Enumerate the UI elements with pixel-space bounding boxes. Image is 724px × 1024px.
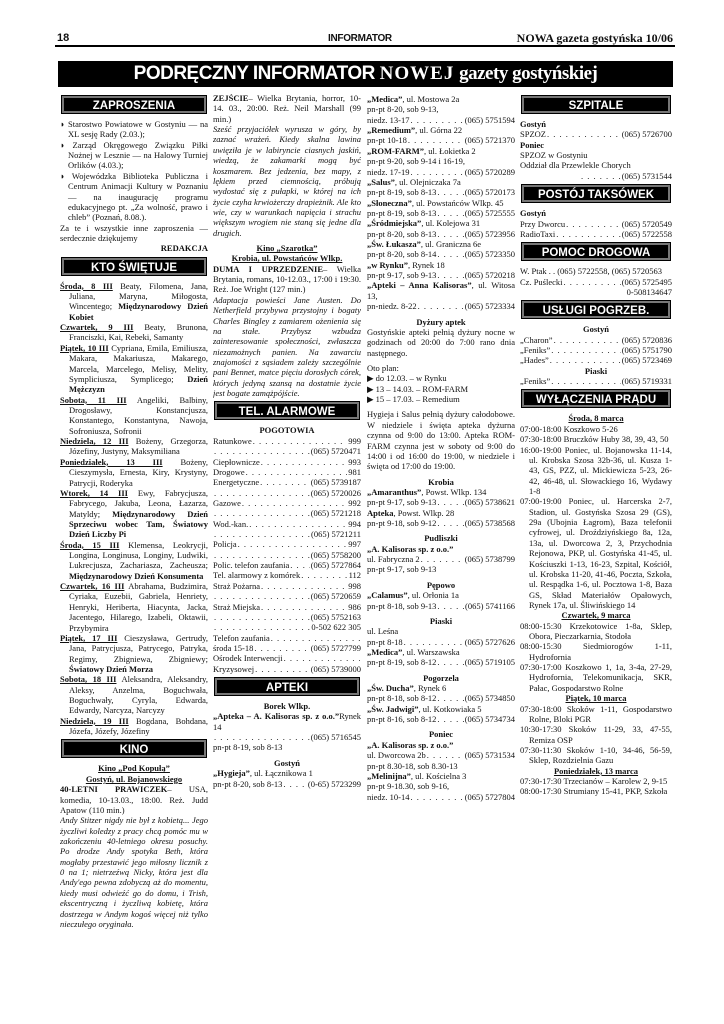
alarm-phone bbox=[213, 653, 361, 663]
pharmacy-hours: pn-pt 8-19, sob 8-13 bbox=[367, 207, 437, 218]
film-description: Adaptacja powieści Jane Austen. Do Netherfield przybywa przystojny i bogaty Charles Bingley z zamiarem ożenienia się na stałe. Przybysz wzbudza zainteresowanie społeczności, zwłaszcza niezamożnych panien. Na zawarciu znajomości z sąsiadem zależy szczególnie pani Bennet, matce pięciu dorosłych córek, których jedyną szansą na dostatnie życie jest bogate zamążpójście. bbox=[213, 294, 361, 399]
column-4 bbox=[520, 94, 672, 797]
alarm-phone bbox=[213, 488, 361, 498]
alarm-phone bbox=[213, 581, 361, 591]
pharmacy-hours: pn-pt 8-20, sob 9-13, bbox=[367, 104, 439, 115]
alarm-phone-label: Telefon zaufania bbox=[213, 632, 270, 643]
hospital-name: SPZOZ w Gostyniu bbox=[520, 150, 588, 161]
pharmacy-phone: pn-pt 8-18, sob 8-12 . . . (065) 5734850 bbox=[367, 693, 515, 703]
hospital-phone: . . . (065) 5731544 bbox=[520, 171, 672, 181]
pharmacy-hours: pn-pt 10-18 bbox=[367, 135, 407, 146]
pogrzeb-heading: USŁUGI POGRZEB. bbox=[522, 301, 670, 318]
pharmacy-entry bbox=[367, 280, 515, 301]
pharmacy-hours: pn-pt 9-17, sob 9-13 bbox=[367, 564, 437, 575]
pharmacy-tel: (065) 5723350 bbox=[464, 249, 515, 260]
alarm-phone-label: Straż Pożarna bbox=[213, 580, 260, 591]
town-name: Gostyń bbox=[583, 324, 609, 335]
town-name: Piaski bbox=[584, 365, 608, 376]
town-name: Borek Wlkp. bbox=[263, 701, 311, 712]
kto-swietuje-heading: KTO ŚWIĘTUJE bbox=[62, 258, 206, 275]
film-description: Andy Stitzer nigdy nie był z kobietą... Jego życzliwi koledzy z pracy chcą pomóc mu w zakończeniu 40-letniego okresu posuchy. Po drodze Andy spotyka Beth, która mogłaby przestawić jego miłosny licznik z 0 na 1; nietrzeźwą Nicky, która jest dla Andy'ego pewna zdobyczą aż do momentu, kiedy musi odwieźć go do domu, i Trish, ekscentryczną i życzliwą kobietę, która dostrzega w Andym kogoś więcej niż tylko nieczułego oryginała. bbox=[60, 815, 208, 929]
pharmacy-hours: pn-pt 9-17, sob 9-13 bbox=[367, 270, 437, 281]
nameday-entry: Czwartek, 9 III Beaty, Brunona, Franciszki, Kai, Rebeki, Samanty bbox=[60, 322, 208, 343]
nameday-entry: Wtorek, 14 III Ewy, Fabrycjusza, Fabrycego, Jakuba, Leona, Łazarza, Matyldy; Międzynarodowy Dzień Sprzeciwu wobec Tam, Światowy Dzień Liczby Pi bbox=[60, 487, 208, 540]
alarm-phone-value: (065) 5720659 bbox=[310, 591, 361, 602]
funeral-phone bbox=[520, 355, 672, 365]
pharmacy-address: , ul. Górna 22 bbox=[415, 125, 463, 136]
alarm-phone-value: 112 bbox=[348, 570, 361, 581]
pharmacy-entry: „Amaranthus”, Powst. Wlkp. 134 bbox=[367, 486, 487, 497]
pharmacy-address: , ul. Olejniczaka 7a bbox=[394, 176, 461, 187]
alarm-phone-label: Gazowe bbox=[213, 497, 241, 508]
funeral-phone bbox=[520, 376, 672, 386]
town-name: Pępowo bbox=[426, 579, 456, 590]
taxi-phone-value: (065) 5722558 bbox=[621, 228, 672, 239]
town-name: Gostyń bbox=[520, 208, 546, 219]
taxi-phone-label: RadioTaxi bbox=[520, 228, 556, 239]
nameday-entry: Sobota, 18 III Aleksandra, Aleksandry, Aleksy, Anzelma, Boguchwała, Boguchwały, Cyryla, Edwarda, Edwardy, Narcyza, Narcyzy bbox=[60, 674, 208, 716]
pharmacy-entry bbox=[367, 125, 515, 135]
alarm-phone-value: 998 bbox=[348, 580, 361, 591]
outage-day: Środa, 8 marca bbox=[568, 413, 624, 424]
duty-item: ▶ 15 – 17.03. – Remedium bbox=[367, 394, 460, 405]
pharmacy-phone: pn-pt 8-20, sob 8-13 . . . (0-65) 5723299 bbox=[213, 779, 361, 789]
pharmacy-address: , ul. Kolejowa 31 bbox=[421, 218, 481, 229]
alarm-phone-value: (065) 5727864 bbox=[310, 560, 361, 571]
pharmacy-entry: Apteka, Powst. Wlkp. 28 bbox=[367, 507, 455, 518]
alarm-phone bbox=[213, 436, 361, 446]
alarm-phone bbox=[213, 591, 361, 601]
pharmacy-hours: pn-pt 8-20, sob 8-13 bbox=[367, 228, 437, 239]
apteki-heading: APTEKI bbox=[215, 678, 359, 695]
alarm-phone-value: 999 bbox=[348, 435, 361, 446]
pharmacy-hours: pn-pt 8.30-18, sob 8.30-13 bbox=[367, 760, 458, 771]
pharmacy-entry: „Calamus”, ul. Orłonia 1a bbox=[367, 590, 459, 601]
outage-item: 07:00-18:00 Koszkowo 5-26 bbox=[520, 423, 618, 434]
pharmacy-phone: pn-pt 9-17, sob 9-13 . . . (065) 5738621 bbox=[367, 497, 515, 507]
pharmacy-phone bbox=[367, 301, 515, 311]
section-name: INFORMATOR bbox=[328, 33, 392, 44]
pharmacy-tel: (065) 5725555 bbox=[464, 207, 515, 218]
alarm-phone bbox=[213, 529, 361, 539]
nameday-entry: Środa, 8 III Beaty, Filomena, Jana, Juliana, Maryna, Miłogosta, Wincentego; Międzynarodowy Dzień Kobiet bbox=[60, 280, 208, 322]
pharmacy-hours: pn-pt 8-20, sob 8-14 bbox=[367, 249, 437, 260]
funeral-list bbox=[520, 376, 672, 386]
roadside-line: W. Ptak . . (065) 5722558, (065) 5720563 bbox=[520, 266, 663, 277]
funeral-list bbox=[520, 335, 672, 366]
cinema-place: Krobia, ul. Powstańców Wlkp. bbox=[231, 253, 343, 264]
pomoc-drogowa-heading: POMOC DROGOWA bbox=[522, 243, 670, 260]
pharmacy-entry: „A. Kalisoras sp. z o.o.” bbox=[367, 543, 454, 554]
alarm-phone-label: Tel. alarmowy z komórek bbox=[213, 570, 301, 581]
pharmacy-phone bbox=[367, 208, 515, 218]
taxi-phone-value: (065) 5720549 bbox=[621, 218, 672, 229]
duty-item: ▶ do 12.03. – w Rynku bbox=[367, 373, 447, 384]
pharmacy-tel: (065) 5723956 bbox=[464, 228, 515, 239]
pharmacy-entry bbox=[367, 146, 515, 156]
pharmacy-phone bbox=[367, 135, 515, 145]
town-name: Piaski bbox=[429, 615, 453, 626]
roadside-mobile: 0-508134647 bbox=[626, 286, 672, 297]
pharmacy-list-gostyn bbox=[367, 94, 515, 312]
alarm-phone bbox=[213, 498, 361, 508]
funeral-phone-label: „Hades” bbox=[520, 355, 549, 366]
nameday-entry: Środa, 15 III Klemensa, Leokrycji, Longina, Longinusa, Longiny, Ludwiki, Lukrecjusza, Zachariasza, Zacheusza; Międzynarodowy Dzień Konsumenta bbox=[60, 539, 208, 581]
outage-item: 16:00-19:00 Poniec, ul. Bojanowska 11-14, ul. Krobska Szosa 32b-36, ul. Kusza 1-43, GS, PZZ, ul. Mickiewicza 5-23, 26-42, 46-48, ul. Słowackiego 16, Wydawy 1-8 bbox=[520, 444, 672, 496]
outage-item: 07:00-19:00 Poniec, ul. Harcerska 2-7, Stadion, ul. Gostyńska Szosa 29 (GS), 29a (Ubojnia Łagrom), Baza telefonii cyfrowej, ul. Droździyńskiego 8a, 12a, 13a, ul. Dworcowa 2, 3, Przychodnia Rejonowa, PKP, ul. Gostyńska 41-45, ul. Kościuszki 1-13, 16-23, Szpital, Kościół, ul. Krobska 11-20, 41-46, Poczta, Szkoła, ul. Respądka 1-6, ul. Pocztowa 1-8, Baza GS, Skład Materiałów Opałowych, Rynek 17a, ul. Śliwińskiego 14 bbox=[520, 496, 672, 610]
pharmacy-entry: „Medica”, ul. Warszawska bbox=[367, 646, 460, 657]
pharmacy-hours: pn-niedz. 8-22 bbox=[367, 301, 417, 312]
outage-day: Piątek, 10 marca bbox=[565, 693, 627, 704]
alarm-phone-value: (065) 5758200 bbox=[310, 549, 361, 560]
pharmacy-tel: (065) 5723334 bbox=[464, 301, 515, 312]
pharmacy-hours: pn-pt 8-19, sob 8-13 bbox=[367, 187, 437, 198]
pharmacy-phone bbox=[367, 167, 515, 177]
alarm-phone-value: (065) 5721211 bbox=[311, 529, 361, 540]
alarm-phone-value: (065) 5720471 bbox=[310, 446, 361, 457]
alarm-phone-value: (065) 5721218 bbox=[310, 508, 361, 519]
page-header bbox=[55, 30, 675, 47]
outage-item: 07:30-11:30 Skoków 1-10, 34-46, 56-59, Sklep, Rozdzielnia Gazu bbox=[520, 744, 672, 766]
funeral-phone-label: „Feniks” bbox=[520, 376, 551, 387]
pharmacy-phone: niedz. 10-14 . . . (065) 5727804 bbox=[367, 792, 515, 802]
outage-item: 10:30-17:30 Skoków 11-29, 33, 47-55, Remiza OSP bbox=[520, 724, 672, 745]
town-name: Gostyń bbox=[520, 119, 546, 129]
pharmacy-entry: „Melinijna”, ul. Kościelna 3 bbox=[367, 770, 467, 781]
pharmacy-entry: „Św. Jadwigi”, ul. Kotkowiaka 5 bbox=[367, 703, 482, 714]
outage-item: 08:00-15:30 Siedmiorogów 1-11, Hydrofornia bbox=[520, 641, 672, 662]
kino-heading: KINO bbox=[62, 740, 206, 757]
alarm-phone bbox=[213, 570, 361, 580]
funeral-phone bbox=[520, 335, 672, 345]
alarm-heading: TEL. ALARMOWE bbox=[215, 402, 359, 419]
outage-day: Poniedziałek, 13 marca bbox=[553, 765, 639, 776]
cinema-place: Gostyń, ul. Bojanowskiego bbox=[85, 773, 183, 784]
pharmacy-tel: (065) 5751594 bbox=[464, 114, 515, 125]
funeral-phone-value: (065) 5719331 bbox=[621, 376, 672, 387]
pharmacy-phone bbox=[367, 115, 515, 125]
roadside-phone bbox=[520, 277, 672, 287]
pharmacy-phone: . . . (065) 5716545 bbox=[213, 732, 361, 742]
column-3 bbox=[367, 94, 515, 802]
pharmacy-hours: niedz. 17-19 bbox=[367, 166, 410, 177]
alarm-phone bbox=[213, 622, 361, 632]
alarm-phone-value: (065) 5739000 bbox=[310, 663, 361, 674]
pharmacy-phone: pn-pt 8-18, sob 9-13 . . . (065) 5741166 bbox=[367, 601, 515, 611]
banner-part2: NOWEJ bbox=[379, 63, 455, 84]
pharmacy-entry bbox=[367, 260, 515, 270]
page-banner bbox=[58, 61, 673, 87]
film-entry: 40-LETNI PRAWICZEK– USA, komedia, 10-13.03., 18:00. Reż. Judd Apatow (110 min.) bbox=[60, 784, 208, 815]
pharmacy-entry bbox=[367, 177, 515, 187]
banner-part3: gazety gostyńskiej bbox=[459, 63, 598, 84]
nameday-entry: Piątek, 17 III Cieszysława, Gertrudy, Jana, Patrycjusza, Patrycego, Patryka, Regimy, Zbigniewa, Zbigniewy; Światowy Dzień Morza bbox=[60, 632, 208, 674]
alarm-phone bbox=[213, 446, 361, 456]
outage-item: 07:30-18:00 Skoków 1-11, Gospodarstwo Rolne, Bloki PGR bbox=[520, 703, 672, 724]
pharmacy-entry: „Apteka – A. Kalisoras sp. z o.o.”Rynek 14 bbox=[213, 711, 361, 732]
szpitale-heading: SZPITALE bbox=[522, 96, 670, 113]
alarm-phone-value: (065) 5739187 bbox=[310, 477, 361, 488]
outage-item: 07:30-17:00 Koszkowo 1, 1a, 3-4a, 27-29, Hydrofornia, Telekomunikacja, SKR, Pałac, Gospodarstwo Rolne bbox=[520, 662, 672, 693]
alarm-phone bbox=[213, 602, 361, 612]
duty-plan: Oto plan: bbox=[367, 362, 399, 373]
pharmacy-name: „Medica” bbox=[367, 94, 403, 104]
alarm-phone bbox=[213, 457, 361, 467]
pharmacy-phone: ul. Dworcowa 2b . . . (065) 5731534 bbox=[367, 750, 515, 760]
pharmacy-address: , ul. Mostowa 2a bbox=[402, 94, 460, 104]
alarm-phone-label: Polic. telefon zaufania bbox=[213, 560, 290, 571]
town-name: Pudliszki bbox=[424, 533, 458, 544]
alarm-phone-value: 981 bbox=[348, 466, 361, 477]
pharmacy-entry bbox=[367, 94, 515, 104]
pharmacy-address: , ul. Graniczna 6e bbox=[420, 239, 482, 250]
alarm-phone bbox=[213, 664, 361, 674]
nameday-entry: Piątek, 10 III Cypriana, Emila, Emiliusza, Makara, Makariusza, Makarego, Marcela, Marcelego, Melisy, Melity, Sympliciusza, Symplicego; Dzień Mężczyzn bbox=[60, 342, 208, 395]
alarm-phone-value: 992 bbox=[348, 497, 361, 508]
alarm-phone-value: 997 bbox=[348, 539, 361, 550]
cinema-venue: Kino „Szarotka” bbox=[256, 243, 318, 254]
pharmacy-phone: pn-pt 8-19, sob 8-12 . . . (065) 5719105 bbox=[367, 657, 515, 667]
pharmacy-name: „w Rynku” bbox=[367, 259, 409, 270]
alarm-phone-label: Ciepłownicze bbox=[213, 456, 260, 467]
pharmacy-entry: „Hygieja”, ul. Łącznikowa 1 bbox=[213, 768, 313, 779]
alarm-phone-label: Straż Miejska bbox=[213, 601, 260, 612]
taxi-list bbox=[520, 219, 672, 240]
funeral-phone-value: (065) 5720836 bbox=[621, 334, 672, 345]
alarm-subtitle: POGOTOWIA bbox=[259, 425, 315, 436]
funeral-phone-value: (065) 5751790 bbox=[621, 345, 672, 356]
funeral-phone-value: (065) 5723469 bbox=[621, 355, 672, 366]
film-description: Sześć przyjaciółek wyrusza w góry, by zaznać wrażeń. Kiedy skalna lawina uwięziła je w labiryncie ciasnych jaskiń, wiedzą, że zakamarki mogą być koszmarem. Bez jedzenia, bez mapy, z lękiem przed ciemnością, próbują wydostać się z pułapki, w której na ich życie czyha krwiożerczy drapieżnik. Ale kto wie, czy w warunkach napięcia i strachu większym wrogiem nie staną się jedne dla drugich. bbox=[213, 124, 361, 238]
roadside-list bbox=[520, 277, 672, 287]
alarm-phone-value: (065) 5727799 bbox=[310, 642, 361, 653]
zaproszenia-heading: ZAPROSZENIA bbox=[62, 96, 206, 113]
roadside-phone-value: (065) 5725495 bbox=[621, 276, 672, 287]
alarm-phone-label: Kryzysowej bbox=[213, 663, 255, 674]
nameday-entry: Poniedziałek, 13 III Bożeny, Cieszymysła, Ernesta, Kiry, Krystyny, Patrycji, Roderyka bbox=[60, 456, 208, 488]
pharmacy-hours: pn-pt 9-18.30, sob 9-16, bbox=[367, 781, 450, 792]
alarm-phone bbox=[213, 633, 361, 643]
duty-item: ▶ 13 – 14.03. – ROM-FARM bbox=[367, 383, 469, 394]
invite-signature: REDAKCJA bbox=[160, 243, 208, 254]
alarm-phone bbox=[213, 508, 361, 518]
alarm-phone-value: (065) 5720026 bbox=[310, 487, 361, 498]
pharmacy-address: , Rynek 18 bbox=[408, 259, 445, 270]
outage-item: 07:30-17:30 Trzecianów – Karolew 2, 9-15 bbox=[520, 776, 668, 787]
funeral-phone-label: „Charon” bbox=[520, 334, 553, 345]
alarm-phone-value: 0-502 622 305 bbox=[311, 622, 361, 633]
pharmacy-phone: pn-pt 8-18 . . . (065) 5727626 bbox=[367, 637, 515, 647]
town-name: Krobia bbox=[428, 476, 454, 487]
taxi-phone bbox=[520, 229, 672, 239]
pharmacy-entry: ul. Leśna bbox=[367, 626, 399, 637]
pharmacy-tel: (065) 5721370 bbox=[464, 135, 515, 146]
alarm-phone bbox=[213, 560, 361, 570]
pharmacy-phone: ul. Fabryczna 2 . . . (065) 5738799 bbox=[367, 554, 515, 564]
pharmacy-name: „Remedium” bbox=[367, 125, 416, 136]
nameday-list bbox=[60, 281, 208, 737]
outage-item: 08:00-17:30 Strumiany 15-41, PKP, Szkoła bbox=[520, 786, 668, 797]
pharmacy-entry: „Św. Ducha”, Rynek 6 bbox=[367, 683, 447, 694]
pharmacy-phone bbox=[367, 270, 515, 280]
alarm-phone-label: Drogowe bbox=[213, 466, 245, 477]
banner-part1: PODRĘCZNY INFORMATOR bbox=[133, 63, 375, 84]
film-entry: ZEJŚCIE– Wielka Brytania, horror, 10-14. 03., 20:00. Reż. Neil Marshall (99 min.) bbox=[213, 94, 361, 124]
column-1 bbox=[60, 94, 208, 929]
pharmacy-phone bbox=[367, 249, 515, 259]
nameday-entry: Czwartek, 16 III Abrahama, Budzimira, Cyriaka, Euzebii, Gabriela, Henriety, Henryki, Heriberta, Hiacynta, Jacka, Jacentego, Hilarego, Izabeli, Oktawii, Przybymira bbox=[60, 581, 208, 633]
roadside-phone-label: Cz. Puślecki bbox=[520, 276, 563, 287]
pharmacy-address: , ul. Witosa 13, bbox=[367, 280, 515, 301]
pharmacy-tel: (065) 5720173 bbox=[464, 187, 515, 198]
pharmacy-name: „Św. Łukasza” bbox=[367, 239, 421, 250]
alarm-phone-label: Wod.-kan. bbox=[213, 518, 249, 529]
alarm-phone bbox=[213, 539, 361, 549]
alarm-phone-label: Ośrodek Interwencji bbox=[213, 653, 283, 664]
pharmacy-tel: (065) 5720218 bbox=[464, 270, 515, 281]
town-name: Gostyń bbox=[274, 757, 300, 768]
pharmacy-entry bbox=[367, 218, 515, 228]
alarm-phone bbox=[213, 612, 361, 622]
nameday-entry: Sobota, 11 III Angeliki, Balbiny, Drogosławy, Konstancjusza, Konstantego, Konstantyna, Nawoja, Sofroniusza, Sofronii bbox=[60, 394, 208, 436]
masthead: NOWA gazeta gostyńska 10/06 bbox=[516, 31, 673, 45]
hospital-ward: Oddział dla Przewlekle Chorych bbox=[520, 160, 631, 171]
nameday-entry: Niedziela, 12 III Bożeny, Grzegorza, Józefiny, Justyny, Maksymiliana bbox=[60, 436, 208, 457]
alarm-phone-label: Policja bbox=[213, 539, 237, 550]
pharmacy-phone bbox=[367, 187, 515, 197]
pharmacy-hours: pn-pt 8-19, sob 8-13 bbox=[213, 742, 283, 753]
alarm-phone-value: 993 bbox=[348, 456, 361, 467]
alarm-phone bbox=[213, 467, 361, 477]
taxi-phone-label: Przy Dworcu bbox=[520, 218, 566, 229]
hospital-phone: SPZOZ . . . (065) 5726700 bbox=[520, 129, 672, 139]
alarm-phone-label: środa 15-18 bbox=[213, 642, 254, 653]
pharmacy-name: „ROM-FARM” bbox=[367, 145, 424, 156]
town-name: Pogorzela bbox=[423, 672, 459, 683]
pharmacy-address: , ul. Łokietka 2 bbox=[423, 145, 476, 156]
alarm-phone bbox=[213, 477, 361, 487]
pharmacy-hours: pn-pt 9-20, sob 9-14 i 16-19, bbox=[367, 156, 465, 167]
invite-item: ◗ Starostwo Powiatowe w Gostyniu — na XL sesję Rady (2.03.); bbox=[60, 119, 208, 140]
pharmacy-hours: niedz. 13-17 bbox=[367, 114, 410, 125]
pharmacy-entry: „A. Kalisoras sp. z o.o.” bbox=[367, 739, 454, 750]
taxi-heading: POSTÓJ TAKSÓWEK bbox=[522, 185, 670, 202]
pharmacy-phone: pn-pt 8-16, sob 8-12 . . . (065) 5734734 bbox=[367, 714, 515, 724]
town-name: Poniec bbox=[428, 729, 454, 740]
nameday-entry: Niedziela, 19 III Bogdana, Bohdana, Józefa, Józefy, Józefiny bbox=[60, 715, 208, 737]
pharmacy-name: „Salus” bbox=[367, 176, 395, 187]
alarm-list bbox=[213, 436, 361, 674]
alarm-phone-value: 994 bbox=[348, 518, 361, 529]
outage-item: 07:30-18:00 Bruczków Huby 38, 39, 43, 50 bbox=[520, 434, 669, 445]
alarm-phone-value: 986 bbox=[348, 601, 361, 612]
town-name: Poniec bbox=[520, 139, 545, 150]
pharmacy-phone bbox=[367, 229, 515, 239]
outage-day: Czwartek, 9 marca bbox=[561, 610, 631, 621]
pharmacy-address: , ul. Powstańców Wlkp. 45 bbox=[411, 197, 504, 208]
duty-text: Gostyńskie apteki pełnią dyżury nocne w godzinach od 20:00 do 7:00 rano dnia następnego. bbox=[367, 326, 515, 358]
cinema-venue: Kino „Pod Kopułą” bbox=[98, 763, 170, 774]
pharmacy-name: „Apteki – Anna Kalisoras” bbox=[367, 280, 472, 291]
duty-note: Hygieja i Salus pełnią dyżury całodobowe. W niedziele i święta apteka dyżurna czynna od 9:00 do 13:00. Apteka ROM-FARM czynna jest w soboty od 9:00 do 14:00 i od 16:00 do 19:00, w niedziele i święta od 17:00 do 19:00. bbox=[367, 409, 515, 472]
taxi-phone bbox=[520, 219, 672, 229]
wylaczenia-heading: WYŁĄCZENIA PRĄDU bbox=[522, 390, 670, 407]
pharmacy-entry bbox=[367, 239, 515, 249]
invite-thanks: Za te i wszystkie inne zaproszenia — serdecznie dziękujemy bbox=[60, 222, 208, 243]
alarm-phone bbox=[213, 643, 361, 653]
page-number: 18 bbox=[57, 32, 70, 44]
outage-item: 08:00-15:30 Krzekotowice 1-8a, Sklep, Obora, Pieczarkarnia, Stodoła bbox=[520, 620, 672, 642]
alarm-phone bbox=[213, 550, 361, 560]
pharmacy-tel: (065) 5720289 bbox=[464, 166, 515, 177]
invite-item: ◗ Zarząd Okręgowego Związku Piłki Nożnej w Lesznie — na Halowy Turniej Orlików (4.03.); bbox=[60, 139, 208, 171]
film-entry: DUMA I UPRZEDZENIE– Wielka Brytania, romans, 10-12.03., 17:00 i 19:30. Reż. Joe Wright (127 min.) bbox=[213, 263, 361, 295]
pharmacy-phone: pn-pt 9-18, sob 9-12 . . . (065) 5738568 bbox=[367, 518, 515, 528]
alarm-phone-label: Ratunkowe bbox=[213, 435, 252, 446]
alarm-phone-value: (065) 5752163 bbox=[310, 611, 361, 622]
pharmacy-name: „Słoneczna” bbox=[367, 197, 412, 208]
duty-heading: Dyżury aptek bbox=[416, 316, 466, 327]
pharmacy-name: „Śródmiejska” bbox=[367, 218, 422, 229]
invite-item: ◗ Wojewódzka Biblioteka Publiczna i Centrum Animacji Kultury w Poznaniu — na inaugurację programu edukacyjnego pt. „Za wolność, prawo i chleb” (Poznań, 8.08.). bbox=[60, 170, 208, 223]
alarm-phone-label: Energetyczne bbox=[213, 477, 260, 488]
pharmacy-entry bbox=[367, 198, 515, 208]
column-2 bbox=[213, 94, 361, 789]
funeral-phone-label: „Feniks” bbox=[520, 345, 551, 356]
funeral-phone bbox=[520, 345, 672, 355]
alarm-phone bbox=[213, 519, 361, 529]
outage-list bbox=[520, 413, 672, 796]
